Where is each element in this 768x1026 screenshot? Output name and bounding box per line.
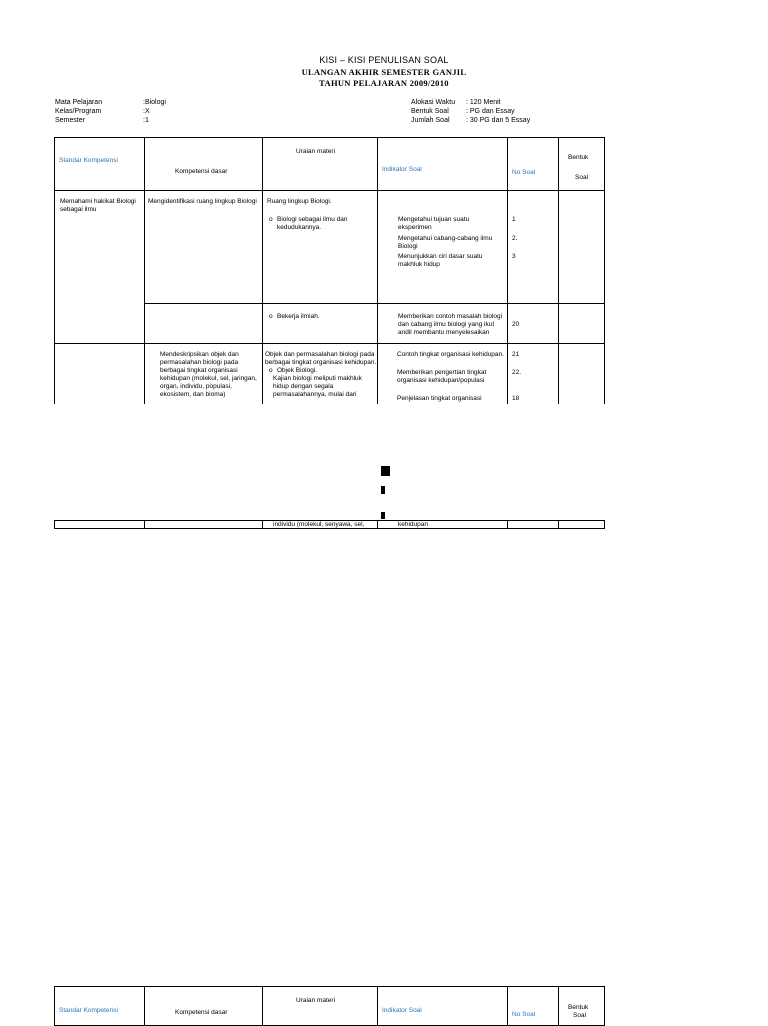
row3-uraian-item: Objek Biologi. [277, 367, 318, 374]
footer-header-kompetensi: Kompetensi dasar [175, 1009, 228, 1016]
black-square-mark [381, 466, 390, 476]
document-year: TAHUN PELAJARAN 2009/2010 [319, 78, 449, 88]
row1-standar: Memahami hakikat Biologi sebagai ilmu [60, 198, 136, 213]
row3-no-2: 22. [512, 369, 522, 376]
footer-header-indikator: Indikator Soal [382, 1007, 422, 1014]
mapel-value: :Biologi [143, 99, 166, 106]
row3-uraian-sub: Kajian biologi meliputi makhluk hidup dengan segala permasalahannya, mulai dari [273, 375, 362, 398]
row2-bullet: o [269, 313, 273, 320]
document-title: KISI – KISI PENULISAN SOAL [319, 55, 449, 65]
footer-header-soal: Soal [573, 1012, 587, 1019]
kelas-value: :X [143, 108, 150, 115]
row1-bullet: o [269, 216, 273, 223]
document-subtitle: ULANGAN AKHIR SEMESTER GANJIL [301, 67, 467, 77]
header-indikator-soal: Indikator Soal [382, 166, 422, 173]
alokasi-label: Alokasi Waktu [411, 99, 456, 106]
row3-no-3: 18 [512, 395, 520, 402]
row1-indikator-1: Mengetahui tujuan suatu eksperimen [398, 216, 470, 231]
header-no-soal: No Soal [512, 169, 536, 176]
row1-uraian-title: Ruang lingkup Biologi. [267, 198, 332, 205]
fragment-indikator: kehidupan [398, 521, 428, 528]
row1-indikator-2: Mengetahui cabang-cabang ilmu Biologi [398, 235, 493, 250]
black-bar-mark-2 [381, 512, 385, 519]
semester-value: :1 [143, 117, 149, 124]
bentuk-label: Bentuk Soal [411, 108, 449, 115]
row3-bullet: o [269, 367, 273, 374]
row2-no-1: 20 [512, 321, 520, 328]
alokasi-value: : 120 Menit [466, 99, 501, 106]
header-uraian-materi: Uraian materi [296, 148, 336, 155]
jumlah-label: Jumlah Soal [411, 117, 450, 124]
row1-no-2: 2. [512, 235, 518, 242]
row3-clip [54, 344, 605, 404]
jumlah-value: : 30 PG dan 5 Essay [466, 117, 531, 124]
row3-indikator-2: Memberikan pengertian tingkat organisasi kehidupan/populasi [397, 369, 487, 384]
header-kompetensi-dasar: Kompetensi dasar [175, 168, 228, 175]
header-standar-kompetensi: Standar Kompetensi [59, 157, 118, 164]
row1-kompetensi: Mengidentifikasi ruang lingkup Biologi [148, 198, 257, 205]
mapel-label: Mata Pelajaran [55, 99, 103, 106]
row3-indikator-3: Penjelasan tingkat organisasi [397, 395, 482, 402]
footer-header-standar: Standar Kompetensi [59, 1007, 118, 1014]
row3-uraian-title: Objek dan permasalahan biologi pada berbagai tingkat organisasi kehidupan. [265, 351, 377, 366]
row1-no-3: 3 [512, 253, 516, 260]
row1-uraian-item: Biologi sebagai ilmu dan kedudukannya. [277, 216, 348, 231]
row1-no-1: 1 [512, 216, 516, 223]
fragment-uraian: individu (molekul, senyawa, sel, [273, 521, 365, 528]
row3-no-1: 21 [512, 351, 520, 358]
kelas-label: Kelas/Program [55, 108, 102, 115]
row2-uraian-item: Bekerja ilmiah. [277, 313, 320, 320]
row2-indikator-1: Memberikan contoh masalah biologi dan cabang ilmu biologi yang ikut andil membantu menyelesaikan [398, 313, 503, 336]
row3-kompetensi: Mendeskripsikan objek dan permasalahan biologi pada berbagai tingkat organisasi kehidupan (molekul, sel, jaringan, organ, individu, populasi, ekosistem, dan bioma) [160, 351, 257, 398]
header-bentuk: Bentuk [568, 154, 589, 161]
black-bar-mark [381, 486, 385, 494]
row3-indikator-1: Contoh tingkat organisasi kehidupan. [397, 351, 504, 358]
bentuk-value: : PG dan Essay [466, 108, 515, 115]
row1-indikator-3: Menunjukkan ciri dasar suatu makhluk hidup [398, 253, 483, 268]
footer-header-uraian: Uraian materi [296, 997, 336, 1004]
header-soal: Soal [575, 174, 589, 181]
footer-header-no-soal: No Soal [512, 1011, 536, 1018]
footer-header-bentuk: Bentuk [568, 1004, 589, 1011]
semester-label: Semester [55, 117, 85, 124]
